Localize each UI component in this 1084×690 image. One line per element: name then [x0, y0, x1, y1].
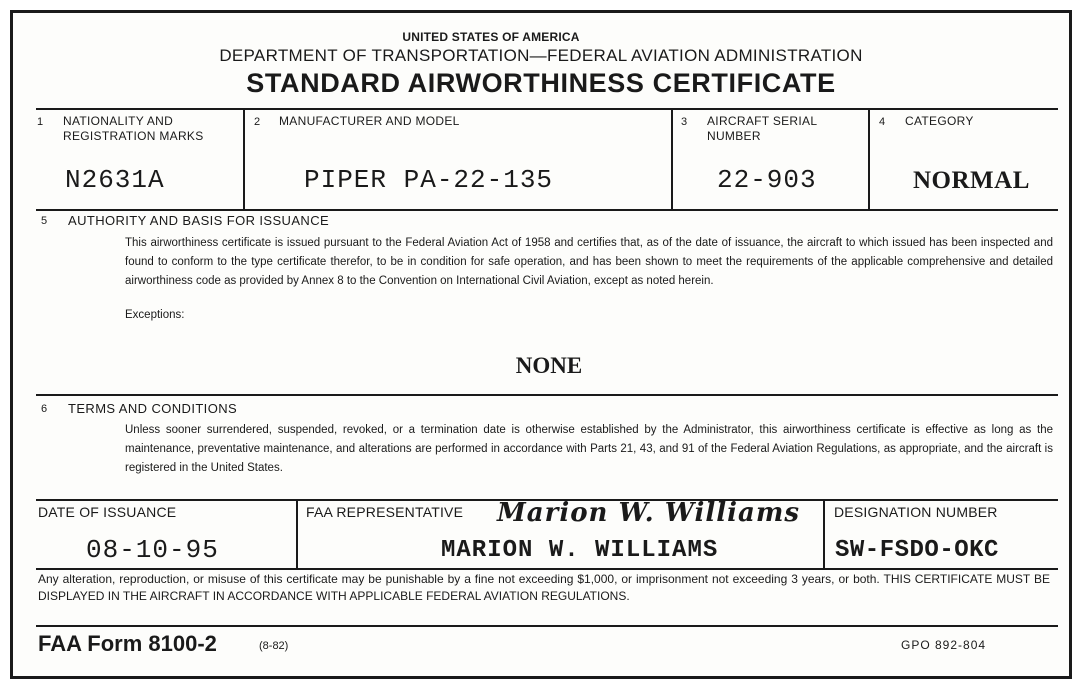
- serial-number-value: 22-903: [717, 165, 817, 195]
- serial-number-label: AIRCRAFT SERIAL NUMBER: [707, 114, 817, 143]
- field-number: 4: [879, 116, 886, 128]
- form-name: FAA Form 8100-2: [38, 631, 217, 656]
- representative-signature: Marion W. Williams: [497, 498, 800, 528]
- nationality-label: NATIONALITY AND REGISTRATION MARKS: [63, 114, 204, 143]
- form-date: (8-82): [259, 640, 289, 652]
- category-label: CATEGORY: [905, 114, 974, 128]
- designation-number-label: DESIGNATION NUMBER: [834, 504, 998, 520]
- section-number: 6: [41, 403, 48, 415]
- section-number: 5: [41, 215, 48, 227]
- date-of-issuance-value: 08-10-95: [86, 535, 219, 565]
- manufacturer-label: MANUFACTURER AND MODEL: [279, 114, 460, 128]
- gpo-number: GPO 892-804: [901, 638, 987, 652]
- divider-line: [243, 109, 245, 209]
- terms-text: Unless sooner surrendered, suspended, revoked, or a termination date is otherwise established by the Administrator, this airworthiness certificate is effective as long as the maintenance, preventative maintenance, and alterations are performed in accordance with Parts 21, 43, and 91 of the Federal Aviation Regulations, as appropriate, and the aircraft is registered in the United States.: [125, 424, 1053, 474]
- divider-line: [671, 109, 673, 209]
- country-heading: UNITED STATES OF AMERICA: [402, 30, 580, 44]
- department-heading: DEPARTMENT OF TRANSPORTATION—FEDERAL AVIATION ADMINISTRATION: [219, 46, 863, 65]
- divider-line: [36, 625, 1058, 627]
- divider-line: [823, 500, 825, 568]
- terms-heading: TERMS AND CONDITIONS: [68, 401, 238, 416]
- field-number: 1: [37, 116, 44, 128]
- faa-representative-label: FAA REPRESENTATIVE: [306, 504, 464, 520]
- divider-line: [36, 209, 1058, 211]
- field-number: 3: [681, 116, 688, 128]
- airworthiness-certificate: [10, 10, 1072, 679]
- divider-line: [36, 394, 1058, 396]
- authority-text: This airworthiness certificate is issued pursuant to the Federal Aviation Act of 1958 and certifies that, as of the date of issuance, the aircraft to which issued has been inspected and found to conform to the type certificate therefor, to be in condition for safe operation, and has been shown to meet the requirements of the applicable comprehensive and detailed airworthiness code as provided by Annex 8 to the Convention on International Civil Aviation, except as noted herein.: [125, 237, 1053, 287]
- legal-warning: Any alteration, reproduction, or misuse of this certificate may be punishable by a fine not exceeding $1,000, or imprisonment not exceeding 3 years, or both. THIS CERTIFICATE MUST BE DISPLAYED IN THE AIRCRAFT IN ACCORDANCE WITH APPLICABLE FEDERAL AVIATION REGULATIONS.: [38, 572, 1050, 603]
- exceptions-label: Exceptions:: [125, 309, 185, 321]
- certificate-title: STANDARD AIRWORTHINESS CERTIFICATE: [246, 68, 836, 98]
- divider-line: [868, 109, 870, 209]
- authority-heading: AUTHORITY AND BASIS FOR ISSUANCE: [68, 213, 330, 228]
- divider-line: [296, 500, 298, 568]
- designation-number-value: SW-FSDO-OKC: [835, 537, 999, 564]
- date-of-issuance-label: DATE OF ISSUANCE: [38, 504, 177, 520]
- registration-marks-value: N2631A: [65, 165, 165, 195]
- divider-line: [36, 108, 1058, 110]
- divider-line: [36, 568, 1058, 570]
- category-value: NORMAL: [913, 167, 1030, 194]
- field-number: 2: [254, 116, 261, 128]
- exceptions-value: NONE: [515, 353, 583, 378]
- representative-name: MARION W. WILLIAMS: [441, 537, 719, 564]
- manufacturer-model-value: PIPER PA-22-135: [304, 165, 554, 195]
